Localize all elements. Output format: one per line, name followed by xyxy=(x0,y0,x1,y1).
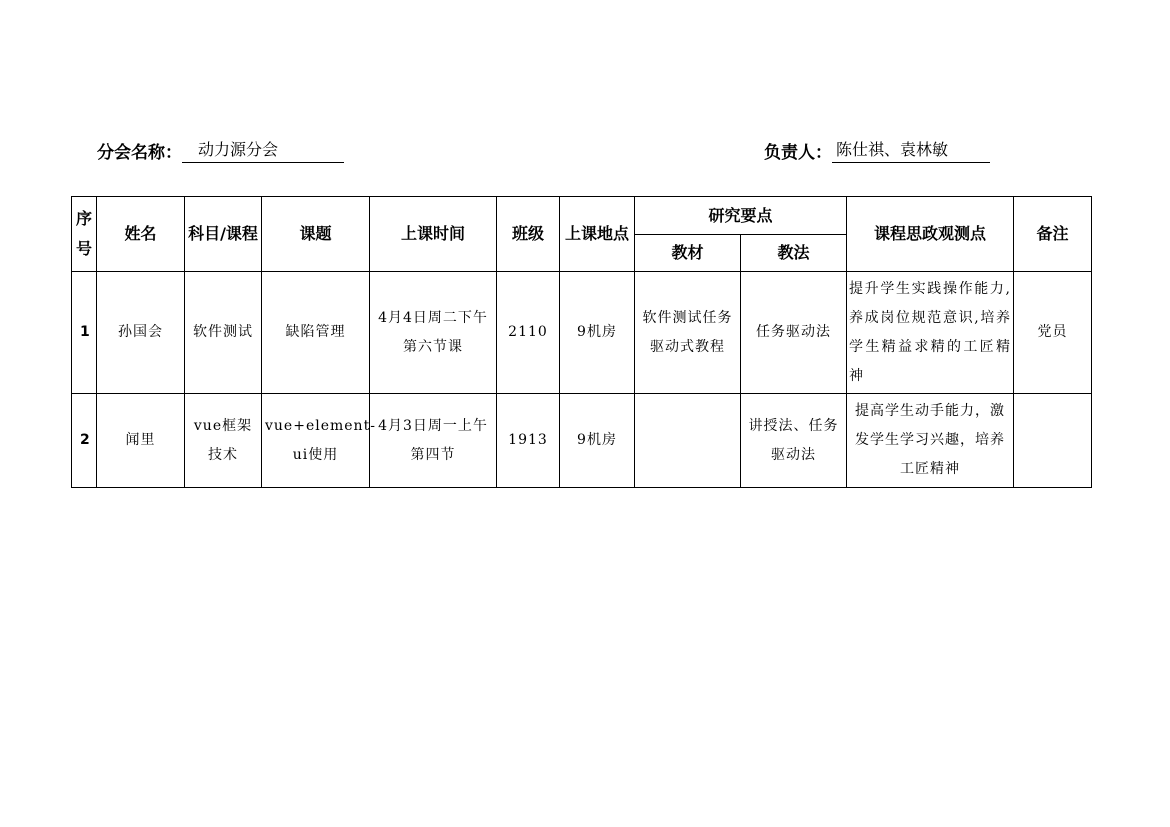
cell-material: 软件测试任务驱动式教程 xyxy=(635,272,741,394)
col-header-topic: 课题 xyxy=(262,197,370,272)
col-header-time: 上课时间 xyxy=(370,197,497,272)
branch-label: 分会名称： xyxy=(97,143,182,163)
col-header-name: 姓名 xyxy=(97,197,185,272)
cell-subject: 软件测试 xyxy=(185,272,262,394)
col-header-remark: 备注 xyxy=(1014,197,1092,272)
col-header-seq: 序号 xyxy=(72,197,97,272)
col-header-research: 研究要点 xyxy=(635,197,847,235)
cell-topic: 缺陷管理 xyxy=(262,272,370,394)
schedule-table xyxy=(71,196,1092,488)
lead-name-value: 陈仕祺、袁林敏 xyxy=(832,139,990,163)
col-header-material: 教材 xyxy=(635,235,741,272)
col-header-method: 教法 xyxy=(741,235,847,272)
cell-remark xyxy=(1014,394,1092,488)
table-row xyxy=(72,394,1092,488)
cell-name: 闻里 xyxy=(97,394,185,488)
cell-class: 2110 xyxy=(497,272,560,394)
table-row xyxy=(72,272,1092,394)
col-header-class: 班级 xyxy=(497,197,560,272)
col-header-location: 上课地点 xyxy=(560,197,635,272)
cell-class: 1913 xyxy=(497,394,560,488)
cell-subject: vue框架技术 xyxy=(185,394,262,488)
cell-method: 讲授法、任务驱动法 xyxy=(741,394,847,488)
cell-location: 9机房 xyxy=(560,394,635,488)
cell-time: 4月4日周二下午第六节课 xyxy=(370,272,497,394)
cell-location: 9机房 xyxy=(560,272,635,394)
cell-topic: vue+element-ui使用 xyxy=(262,394,370,488)
col-header-subject: 科目/课程 xyxy=(185,197,262,272)
header-row-1 xyxy=(72,197,1092,235)
cell-name: 孙国会 xyxy=(97,272,185,394)
cell-seq: 1 xyxy=(72,272,97,394)
cell-remark: 党员 xyxy=(1014,272,1092,394)
branch-name-value: 动力源分会 xyxy=(182,139,344,163)
cell-seq: 2 xyxy=(72,394,97,488)
cell-ideology: 提升学生实践操作能力,养成岗位规范意识,培养学生精益求精的工匠精神 xyxy=(847,272,1014,394)
cell-time: 4月3日周一上午第四节 xyxy=(370,394,497,488)
cell-material xyxy=(635,394,741,488)
lead-label: 负责人： xyxy=(764,143,832,163)
lead-header xyxy=(764,138,990,163)
cell-ideology: 提高学生动手能力，激发学生学习兴趣，培养工匠精神 xyxy=(847,394,1014,488)
cell-method: 任务驱动法 xyxy=(741,272,847,394)
branch-header xyxy=(97,138,344,163)
col-header-ideology: 课程思政观测点 xyxy=(847,197,1014,272)
